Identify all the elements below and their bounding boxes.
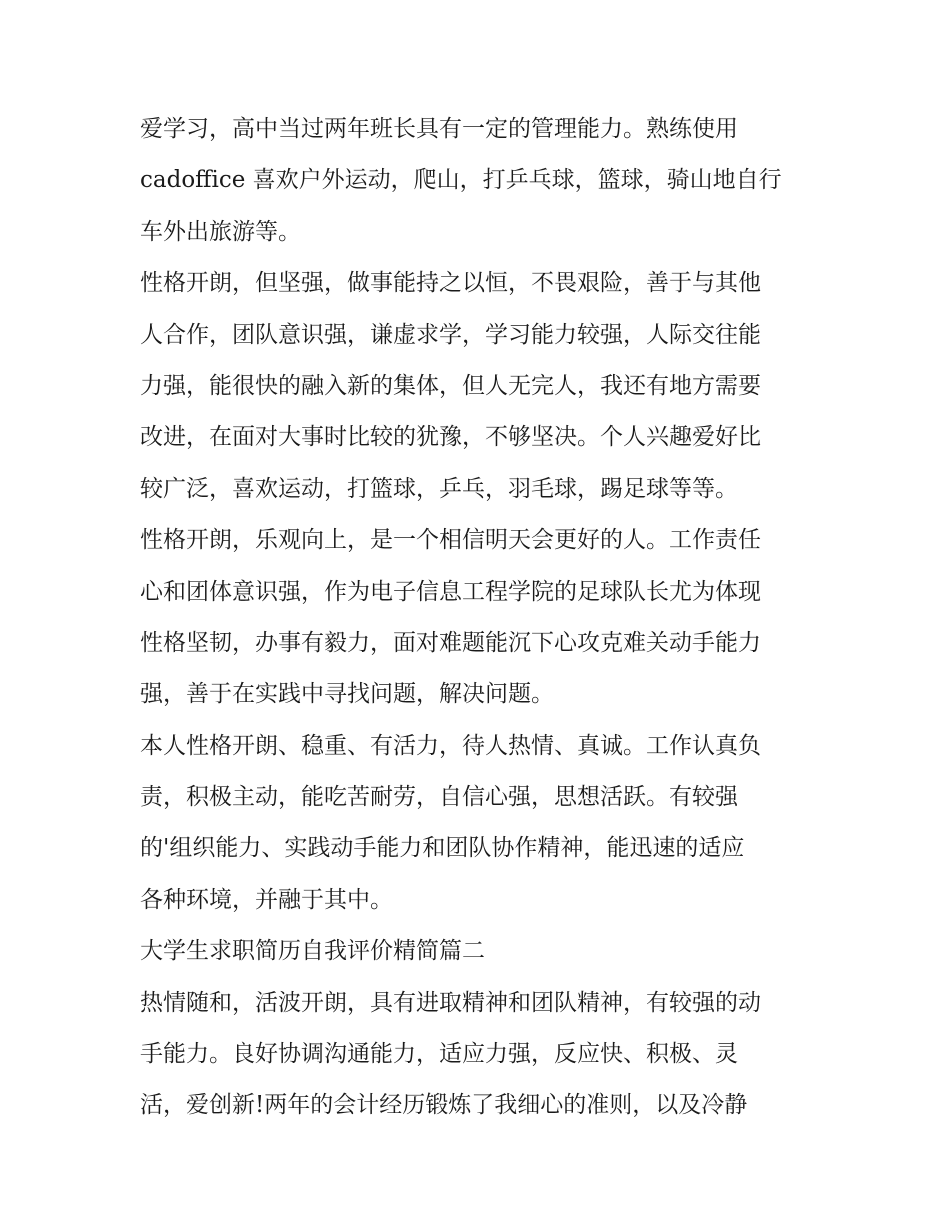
- text-line: 责，积极主动，能吃苦耐劳，自信心强，思想活跃。有较强: [140, 784, 738, 811]
- text-line: 性格坚韧，办事有毅力，面对难题能沉下心攻克难关动手能力: [140, 629, 761, 656]
- text-line: 手能力。良好协调沟通能力，适应力强，反应快、积极、灵: [140, 1041, 738, 1068]
- text-line: cadoffice 喜欢户外运动，爬山，打乒乓球，篮球，骑山地自行: [140, 167, 782, 194]
- text-line: 各种环境，并融于其中。: [140, 886, 393, 913]
- text-line: 车外出旅游等。: [140, 218, 301, 245]
- text-line: 心和团体意识强，作为电子信息工程学院的足球队长尤为体现: [140, 578, 761, 605]
- text-line: 强，善于在实践中寻找问题，解决问题。: [140, 681, 554, 708]
- text-line: 力强，能很快的融入新的集体，但人无完人，我还有地方需要: [140, 372, 761, 399]
- text-line: 热情随和，活波开朗，具有进取精神和团队精神，有较强的动: [140, 989, 761, 1016]
- section-heading: 大学生求职简历自我评价精简篇二: [140, 938, 485, 965]
- text-line: 活，爱创新!两年的会计经历锻炼了我细心的准则，以及冷静: [140, 1092, 748, 1119]
- document-body: [140, 104, 820, 1132]
- text-line: 人合作，团队意识强，谦虚求学，学习能力较强，人际交往能: [140, 321, 761, 348]
- text-line: 爱学习，高中当过两年班长具有一定的管理能力。熟练使用: [140, 116, 738, 142]
- text-line: 较广泛，喜欢运动，打篮球，乒乓，羽毛球，踢足球等等。: [140, 475, 738, 502]
- text-line: 的'组织能力、实践动手能力和团队协作精神，能迅速的适应: [140, 835, 745, 862]
- text-line: 性格开朗，乐观向上，是一个相信明天会更好的人。工作责任: [140, 527, 761, 554]
- text-line: 性格开朗，但坚强，做事能持之以恒，不畏艰险，善于与其他: [140, 270, 761, 297]
- text-line: 改进，在面对大事时比较的犹豫，不够坚决。个人兴趣爱好比: [140, 424, 761, 451]
- text-line: 本人性格开朗、稳重、有活力，待人热情、真诚。工作认真负: [140, 732, 761, 759]
